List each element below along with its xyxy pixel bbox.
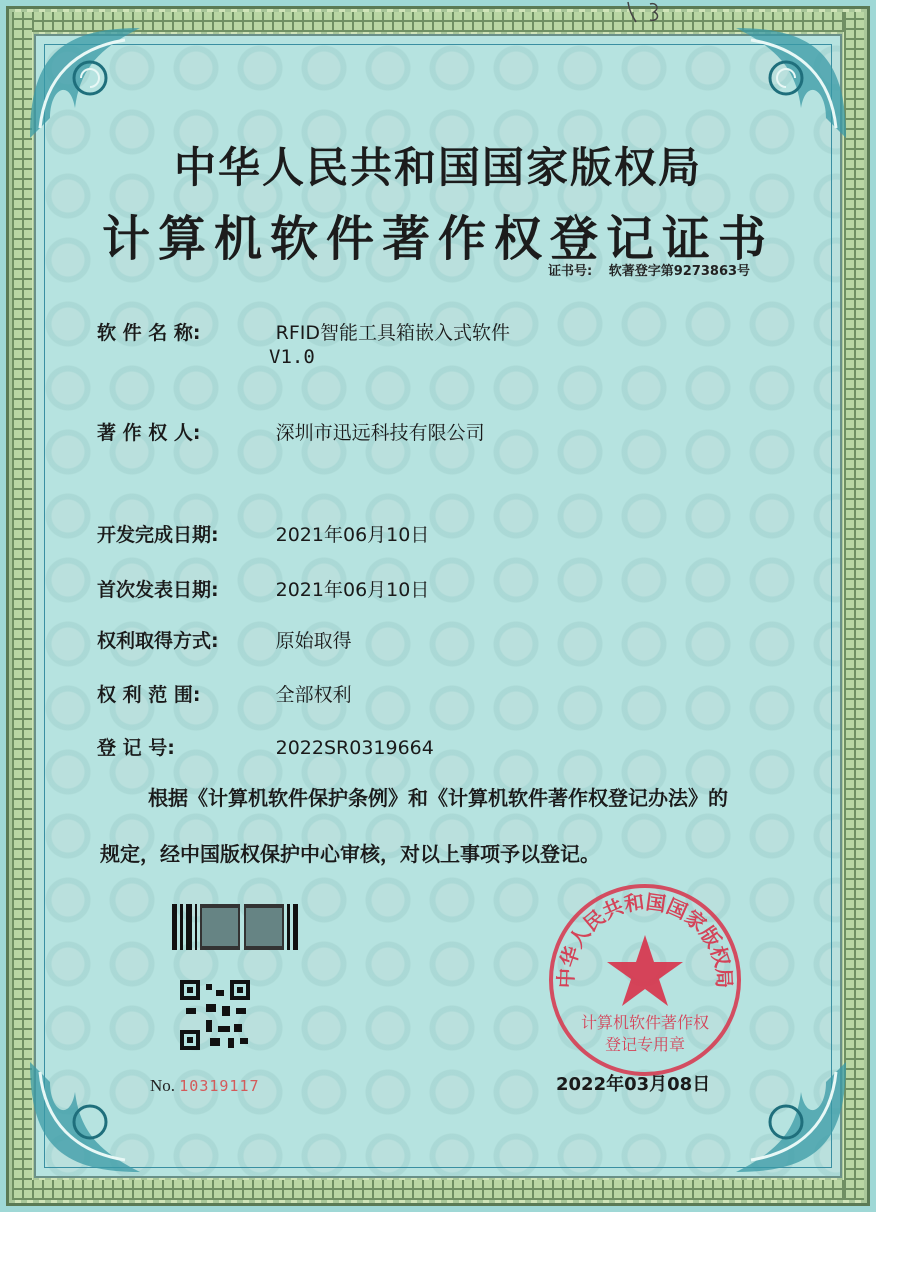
qr-code-icon [180,980,250,1050]
authority-title: 中华人民共和国国家版权局 [173,143,702,192]
handwritten-mark-icon [620,0,680,24]
seal-outer-text: 中华人民共和国国家版权局 [553,889,737,989]
development-date-value: 2021年06月10日 [275,524,430,546]
software-version-value: V1.0 [269,346,315,368]
field-publication-date [97,575,429,602]
issue-date: 2022年03月08日 [556,1074,711,1095]
star-icon [607,935,683,1006]
publication-date-value: 2021年06月10日 [275,579,430,601]
seal-inner-line-1: 计算机软件著作权 [580,1013,710,1032]
official-seal-stamp [545,880,745,1080]
corner-ornament-icon [20,1052,170,1182]
copyright-owner-value: 深圳市迅远科技有限公司 [275,422,485,444]
field-acquisition-method [97,626,352,653]
field-label: 权 利 范 围: [97,684,201,706]
field-label: 首次发表日期: [97,579,219,601]
corner-ornament-icon [20,18,170,148]
certificate-number-label: 证书号: [548,264,593,279]
field-label: 权利取得方式: [97,630,219,652]
registration-number-value: 2022SR0319664 [275,737,434,759]
statement-line-2: 规定，经中国版权保护中心审核，对以上事项予以登记。 [100,842,600,866]
certificate-number [548,260,750,279]
field-software-name [97,318,510,368]
certificate-number-value: 软著登字第9273863号 [608,264,751,279]
field-development-date [97,520,429,547]
field-registration-number [97,733,434,760]
serial-number-value: 10319117 [179,1077,260,1095]
serial-number [150,1076,260,1096]
field-label: 开发完成日期: [97,524,219,546]
barcode-icon [172,904,302,950]
field-label: 软 件 名 称: [97,322,201,344]
seal-inner-line-2: 登记专用章 [604,1035,686,1054]
acquisition-method-value: 原始取得 [275,630,352,652]
field-label: 著 作 权 人: [97,422,201,444]
rights-scope-value: 全部权利 [275,684,352,706]
field-copyright-owner [97,418,485,445]
corner-ornament-icon [706,18,856,148]
statement-line-1: 根据《计算机软件保护条例》和《计算机软件著作权登记办法》的 [148,786,728,810]
greek-key-border-bottom [12,1180,864,1200]
field-rights-scope [97,680,352,707]
software-name-value: RFID智能工具箱嵌入式软件 [275,322,510,344]
serial-prefix: No. [150,1076,176,1095]
certificate-title: 计算机软件著作权登记证书 [101,211,774,267]
field-label: 登 记 号: [97,737,175,759]
